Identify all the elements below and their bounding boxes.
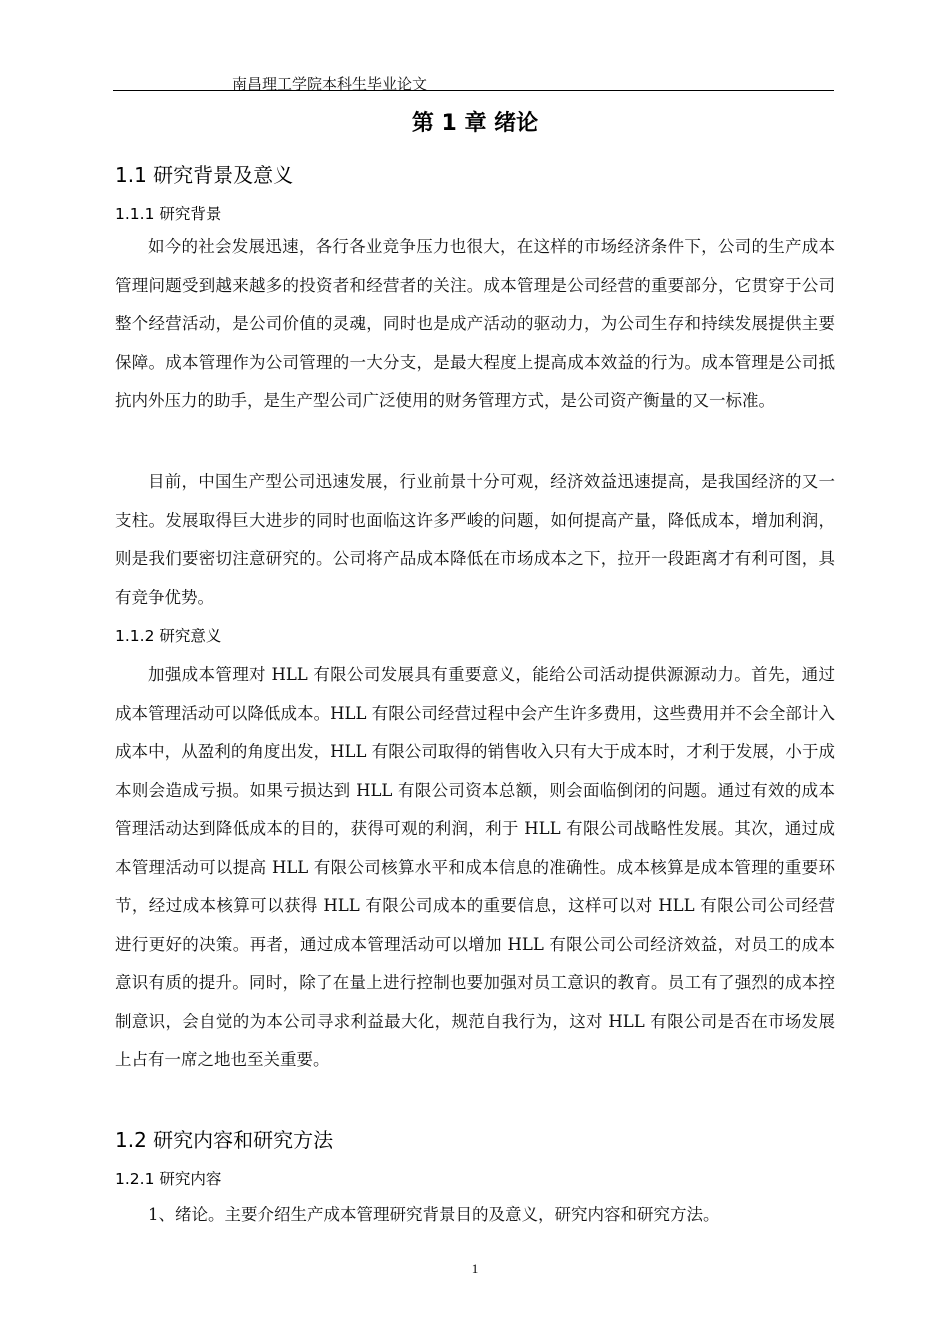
subsection-heading-1-2-1: 1.2.1 研究内容 bbox=[115, 1170, 222, 1188]
running-header: 南昌理工学院本科生毕业论文 bbox=[232, 75, 428, 93]
paragraph-background-2: 目前，中国生产型公司迅速发展，行业前景十分可观，经济效益迅速提高，是我国经济的又一支柱。发展取得巨大进步的同时也面临这许多严峻的问题，如何提高产量，降低成本，增加利润，则是我们要密切注意研究的。公司将产品成本降低在市场成本之下，拉开一段距离才有利可图，具有竞争优势。 bbox=[115, 472, 835, 607]
header-rule bbox=[113, 90, 834, 91]
subsection-heading-1-1-2: 1.1.2 研究意义 bbox=[115, 627, 222, 645]
section-heading-1-1: 1.1 研究背景及意义 bbox=[115, 163, 294, 187]
paragraph-significance: 加强成本管理对 HLL 有限公司发展具有重要意义，能给公司活动提供源源动力。首先，通过成本管理活动可以降低成本。HLL 有限公司经营过程中会产生许多费用，这些费用并不会全部计入成本中，从盈利的角度出发，HLL 有限公司取得的销售收入只有大于成本时，才利于发展，小于成本则会造成亏损。如果亏损达到 HLL 有限公司资本总额，则会面临倒闭的问题。通过有效的成本管理活动达到降低成本的目的，获得可观的利润，利于 HLL 有限公司战略性发展。其次，通过成本管理活动可以提高 HLL 有限公司核算水平和成本信息的准确性。成本核算是成本管理的重要环节，经过成本核算可以获得 HLL 有限公司成本的重要信息，这样可以对 HLL 有限公司公司经营进行更好的决策。再者，通过成本管理活动可以增加 HLL 有限公司公司经济效益，对员工的成本意识有质的提升。同时，除了在量上进行控制也要加强对员工意识的教育。员工有了强烈的成本控制意识，会自觉的为本公司寻求利益最大化，规范自我行为，这对 HLL 有限公司是否在市场发展上占有一席之地也至关重要。 bbox=[115, 665, 835, 1069]
page-number: 1 bbox=[471, 1261, 479, 1276]
paragraph-background-1: 如今的社会发展迅速，各行各业竞争压力也很大，在这样的市场经济条件下，公司的生产成本管理问题受到越来越多的投资者和经营者的关注。成本管理是公司经营的重要部分，它贯穿于公司整个经营活动，是公司价值的灵魂，同时也是成产活动的驱动力，为公司生存和持续发展提供主要保障。成本管理作为公司管理的一大分支，是最大程度上提高成本效益的行为。成本管理是公司抵抗内外压力的助手，是生产型公司广泛使用的财务管理方式，是公司资产衡量的又一标准。 bbox=[115, 237, 835, 410]
paragraph-content-1: 1、绪论。主要介绍生产成本管理研究背景目的及意义，研究内容和研究方法。 bbox=[148, 1205, 720, 1224]
chapter-title: 第 1 章 绪论 bbox=[411, 111, 539, 136]
subsection-heading-1-1-1: 1.1.1 研究背景 bbox=[115, 205, 222, 223]
section-heading-1-2: 1.2 研究内容和研究方法 bbox=[115, 1128, 334, 1152]
